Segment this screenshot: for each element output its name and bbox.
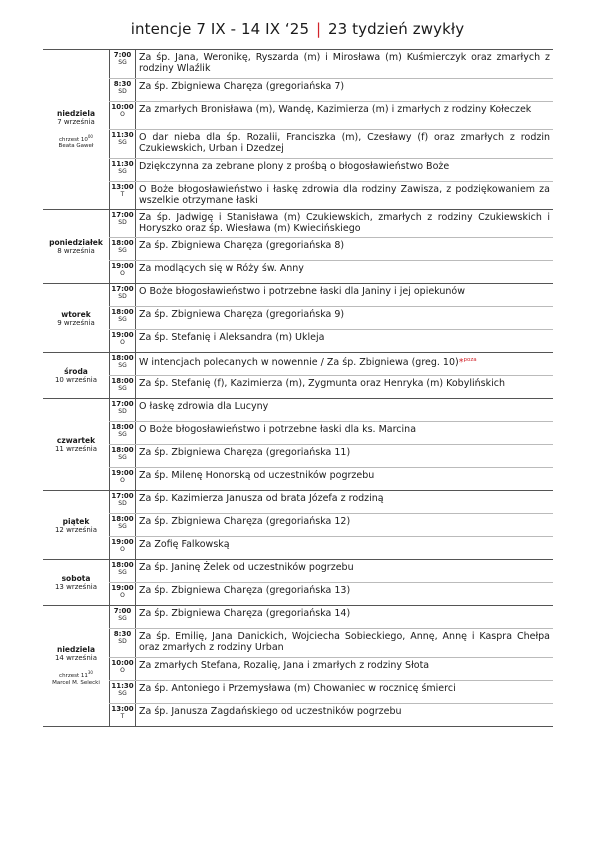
- mass-time-cell: [109, 307, 136, 329]
- mass-location: SG: [118, 454, 127, 461]
- mass-time: 18:00: [111, 446, 134, 454]
- mass-row: [109, 681, 553, 704]
- mass-intention: [136, 238, 553, 260]
- mass-time: 8:30: [113, 80, 132, 88]
- intention-text: Za śp. Zbigniewa Charęza (gregoriańska 13): [139, 585, 351, 596]
- day-name: piątek: [62, 516, 90, 526]
- intention-text: Za śp. Zbigniewa Charęza (gregoriańska 14): [139, 608, 351, 619]
- mass-list: [109, 50, 553, 209]
- mass-row: [109, 210, 553, 238]
- intention-text: Za modlących się w Róży św. Anny: [139, 263, 304, 274]
- mass-time-cell: [109, 514, 136, 536]
- baptism-time-sup: 00: [87, 133, 93, 139]
- mass-location: T: [120, 713, 125, 720]
- intention-text: O łaskę zdrowia dla Lucyny: [139, 401, 269, 412]
- mass-intention: [136, 560, 553, 582]
- mass-intention: [136, 130, 553, 158]
- intention-text: Za śp. Zbigniewa Charęza (gregoriańska 7): [139, 81, 345, 92]
- mass-time-cell: [109, 629, 136, 657]
- day-name: niedziela: [56, 645, 96, 655]
- mass-intention: [136, 307, 553, 329]
- mass-row: [109, 468, 553, 490]
- title-week: 23 tydzień zwykły: [328, 20, 465, 38]
- intention-text: Za śp. Kazimierza Janusza od brata Józefa z rodziną: [139, 493, 384, 504]
- mass-location: SG: [118, 139, 127, 146]
- mass-location: SG: [118, 569, 127, 576]
- title-date-range: intencje 7 IX - 14 IX ‘25: [130, 20, 310, 38]
- mass-row: [109, 445, 553, 468]
- mass-intention: [136, 583, 553, 605]
- mass-intentions-table: [43, 49, 553, 727]
- mass-time: 19:00: [111, 469, 134, 477]
- baptism-text: chrzest 11: [59, 672, 88, 679]
- mass-location: SG: [118, 690, 127, 697]
- day-label: [43, 284, 109, 352]
- mass-intention: [136, 422, 553, 444]
- intention-text: Za śp. Jana, Weronikę, Ryszarda (m) i Mirosława (m) Kuśmierczyk oraz zmarłych z rodziny Wlaźlik: [139, 52, 550, 74]
- mass-location: O: [120, 339, 125, 346]
- mass-time-cell: [109, 238, 136, 260]
- mass-location: SD: [118, 293, 127, 300]
- mass-location: SD: [118, 88, 127, 95]
- day-label: [43, 210, 109, 283]
- day-date: 10 września: [54, 376, 98, 384]
- mass-time: 19:00: [111, 538, 134, 546]
- mass-intention: [136, 658, 553, 680]
- mass-row: [109, 353, 553, 376]
- intention-text: O Boże błogosławieństwo i potrzebne łaski dla Janiny i jej opiekunów: [139, 286, 466, 297]
- mass-time: 18:00: [111, 561, 134, 569]
- intention-text: Za śp. Emilię, Jana Danickich, Wojciecha Sobieckiego, Annę, Annę i Kaspra Chełpa oraz zmarłych z rodziny Urban: [139, 631, 550, 653]
- intention-text: Za śp. Zbigniewa Charęza (gregoriańska 11): [139, 447, 351, 458]
- mass-location: SG: [118, 385, 127, 392]
- mass-time-cell: [109, 182, 136, 209]
- mass-time-cell: [109, 159, 136, 181]
- mass-intention: [136, 681, 553, 703]
- mass-time-cell: [109, 353, 136, 375]
- intention-text: O Boże błogosławieństwo i łaskę zdrowia dla rodziny Zawisza, z podziękowaniem za wszelkie otrzymane łaski: [139, 184, 550, 206]
- title-separator: |: [315, 20, 322, 38]
- mass-time-cell: [109, 79, 136, 101]
- intention-text: Za śp. Zbigniewa Charęza (gregoriańska 9): [139, 309, 345, 320]
- mass-time: 17:00: [111, 211, 134, 219]
- day-date: 13 września: [54, 583, 98, 591]
- mass-location: SG: [118, 59, 127, 66]
- mass-row: [109, 399, 553, 422]
- mass-row: [109, 102, 553, 130]
- mass-row: [109, 261, 553, 283]
- mass-time-cell: [109, 606, 136, 628]
- mass-location: SD: [118, 500, 127, 507]
- mass-list: [109, 284, 553, 352]
- intention-text: Za Zofię Falkowską: [139, 539, 230, 550]
- mass-location: SD: [118, 408, 127, 415]
- mass-time: 17:00: [111, 285, 134, 293]
- mass-time-cell: [109, 399, 136, 421]
- mass-time: 7:00: [113, 607, 132, 615]
- mass-intention: [136, 50, 553, 78]
- mass-row: [109, 182, 553, 209]
- mass-time-cell: [109, 261, 136, 283]
- day-name: wtorek: [61, 309, 91, 319]
- poza-note: poza: [463, 357, 477, 363]
- mass-location: O: [120, 592, 125, 599]
- mass-intention: [136, 159, 553, 181]
- intention-text: Za śp. Jadwigę i Stanisława (m) Czukiewskich, zmarłych z rodziny Czukiewskich i Horyszko oraz śp. Wiesława (m) Kwiecińskiego: [139, 212, 550, 234]
- mass-row: [109, 606, 553, 629]
- baptism-person: Marcel M. Selecki: [52, 679, 100, 686]
- mass-location: SG: [118, 431, 127, 438]
- mass-time-cell: [109, 583, 136, 605]
- intention-text: Za zmarłych Stefana, Rozalię, Jana i zmarłych z rodziny Słota: [139, 660, 430, 671]
- mass-time-cell: [109, 50, 136, 78]
- intention-text: Za zmarłych Bronisława (m), Wandę, Kazimierza (m) i zmarłych z rodziny Kołeczek: [139, 104, 532, 115]
- intention-text: Za śp. Janusza Zagdańskiego od uczestników pogrzebu: [139, 706, 402, 717]
- mass-row: [109, 560, 553, 583]
- mass-time: 18:00: [111, 515, 134, 523]
- mass-intention: [136, 376, 553, 398]
- day-block: [43, 605, 553, 727]
- baptism-person: Beata Gaweł: [58, 143, 94, 150]
- mass-time-cell: [109, 560, 136, 582]
- mass-time: 17:00: [111, 492, 134, 500]
- mass-location: SG: [118, 362, 127, 369]
- mass-location: SG: [118, 523, 127, 530]
- mass-row: [109, 284, 553, 307]
- mass-time: 18:00: [111, 423, 134, 431]
- mass-intention: [136, 491, 553, 513]
- day-label: [43, 606, 109, 726]
- day-name: poniedziałek: [49, 238, 103, 247]
- day-date: 14 września: [54, 654, 98, 663]
- day-name: środa: [64, 367, 88, 376]
- day-date: 12 września: [54, 525, 98, 534]
- mass-row: [109, 130, 553, 159]
- mass-time: 19:00: [111, 584, 134, 592]
- mass-intention: [136, 704, 553, 726]
- mass-row: [109, 658, 553, 681]
- mass-intention: [136, 445, 553, 467]
- mass-time: 11:30: [111, 131, 134, 139]
- mass-location: O: [120, 477, 125, 484]
- mass-time: 13:00: [111, 705, 134, 713]
- day-date: 8 września: [57, 247, 95, 255]
- mass-time: 11:30: [111, 682, 134, 690]
- mass-intention: [136, 537, 553, 559]
- mass-row: [109, 238, 553, 261]
- mass-time-cell: [109, 491, 136, 513]
- mass-location: SG: [118, 316, 127, 323]
- mass-time: 19:00: [111, 262, 134, 270]
- mass-row: [109, 330, 553, 352]
- mass-location: SD: [118, 219, 127, 226]
- baptism-time-sup: 30: [87, 670, 93, 676]
- day-date: 7 września: [57, 117, 95, 126]
- mass-intention: [136, 79, 553, 101]
- mass-intention: [136, 514, 553, 536]
- day-block: [43, 352, 553, 398]
- mass-time: 18:00: [111, 354, 134, 362]
- day-label: [43, 399, 109, 490]
- day-label: [43, 560, 109, 605]
- mass-time-cell: [109, 704, 136, 726]
- intention-text: Za śp. Antoniego i Przemysława (m) Chowaniec w rocznicę śmierci: [139, 683, 456, 694]
- intention-text: Za śp. Janinę Żelek od uczestników pogrzebu: [139, 562, 354, 573]
- day-label: [43, 50, 109, 209]
- intention-text: Za śp. Milenę Honorską od uczestników pogrzebu: [139, 470, 375, 481]
- mass-row: [109, 514, 553, 537]
- mass-row: [109, 50, 553, 79]
- intention-text: Za śp. Zbigniewa Charęza (gregoriańska 12): [139, 516, 351, 527]
- mass-row: [109, 491, 553, 514]
- baptism-note: [52, 669, 100, 687]
- mass-time: 18:00: [111, 239, 134, 247]
- mass-intention: [136, 629, 553, 657]
- mass-list: [109, 560, 553, 605]
- mass-intention: [136, 284, 553, 306]
- mass-time: 18:00: [111, 377, 134, 385]
- mass-intention: [136, 399, 553, 421]
- mass-location: SD: [118, 638, 127, 645]
- mass-intention: [136, 102, 553, 129]
- baptism-note: [59, 133, 94, 151]
- mass-row: [109, 629, 553, 658]
- day-name: niedziela: [56, 108, 96, 118]
- mass-time-cell: [109, 376, 136, 398]
- mass-time-cell: [109, 330, 136, 352]
- mass-location: O: [120, 111, 125, 118]
- mass-time-cell: [109, 102, 136, 129]
- day-block: [43, 283, 553, 352]
- mass-location: T: [120, 191, 125, 198]
- day-block: [43, 490, 553, 559]
- day-label: [43, 353, 109, 398]
- mass-time: 19:00: [111, 331, 134, 339]
- intention-text: O Boże błogosławieństwo i potrzebne łaski dla ks. Marcina: [139, 424, 417, 435]
- mass-row: [109, 159, 553, 182]
- mass-time: 10:00: [111, 659, 134, 667]
- day-date: 9 września: [57, 318, 95, 327]
- mass-row: [109, 376, 553, 398]
- day-block: [43, 49, 553, 209]
- mass-intention: [136, 210, 553, 237]
- intention-text: Za śp. Stefanię i Aleksandra (m) Ukleja: [139, 332, 325, 343]
- mass-location: O: [120, 546, 125, 553]
- mass-location: SG: [118, 168, 127, 175]
- mass-time-cell: [109, 681, 136, 703]
- day-label: [43, 491, 109, 559]
- mass-row: [109, 583, 553, 605]
- asterisk-mark: *: [458, 357, 464, 369]
- mass-intention: [136, 606, 553, 628]
- mass-location: O: [120, 667, 125, 674]
- intention-text: Za śp. Stefanię (f), Kazimierza (m), Zygmunta oraz Henryka (m) Kobylińskich: [139, 378, 505, 389]
- intention-text: W intencjach polecanych w nowennie / Za śp. Zbigniewa (greg. 10): [139, 357, 459, 369]
- mass-time-cell: [109, 210, 136, 237]
- day-name: sobota: [61, 574, 91, 583]
- mass-intention: [136, 468, 553, 490]
- mass-location: SG: [118, 615, 127, 622]
- intention-text: Dziękczynna za zebrane plony z prośbą o błogosławieństwo Boże: [139, 161, 450, 172]
- mass-intention: [136, 330, 553, 352]
- mass-row: [109, 422, 553, 445]
- mass-list: [109, 606, 553, 726]
- day-block: [43, 559, 553, 605]
- day-name: czwartek: [56, 436, 96, 445]
- mass-time: 7:00: [113, 51, 132, 59]
- mass-row: [109, 704, 553, 726]
- baptism-text: chrzest 10: [59, 136, 88, 143]
- mass-time-cell: [109, 537, 136, 559]
- mass-intention: [136, 261, 553, 283]
- mass-intention: [136, 182, 553, 209]
- mass-location: O: [120, 270, 125, 277]
- mass-time-cell: [109, 422, 136, 444]
- mass-time-cell: [109, 445, 136, 467]
- mass-time: 18:00: [111, 308, 134, 316]
- mass-row: [109, 537, 553, 559]
- mass-list: [109, 399, 553, 490]
- day-block: [43, 398, 553, 490]
- mass-time: 8:30: [113, 630, 132, 638]
- mass-time: 11:30: [111, 160, 134, 168]
- mass-time-cell: [109, 658, 136, 680]
- mass-location: SG: [118, 247, 127, 254]
- mass-row: [109, 79, 553, 102]
- mass-list: [109, 353, 553, 398]
- mass-list: [109, 491, 553, 559]
- mass-row: [109, 307, 553, 330]
- day-date: 11 września: [54, 445, 98, 453]
- intention-text: O dar nieba dla śp. Rozalii, Franciszka (m), Czesławy (f) oraz zmarłych z rodzin Czukiewskich, Urban i Dzedzej: [139, 132, 550, 154]
- mass-intention: [136, 353, 553, 375]
- day-block: [43, 209, 553, 283]
- mass-time: 10:00: [111, 103, 134, 111]
- mass-time: 13:00: [111, 183, 134, 191]
- intention-text: Za śp. Zbigniewa Charęza (gregoriańska 8): [139, 240, 345, 251]
- mass-time: 17:00: [111, 400, 134, 408]
- mass-time-cell: [109, 284, 136, 306]
- mass-list: [109, 210, 553, 283]
- mass-time-cell: [109, 468, 136, 490]
- page-title: [0, 20, 595, 38]
- mass-time-cell: [109, 130, 136, 158]
